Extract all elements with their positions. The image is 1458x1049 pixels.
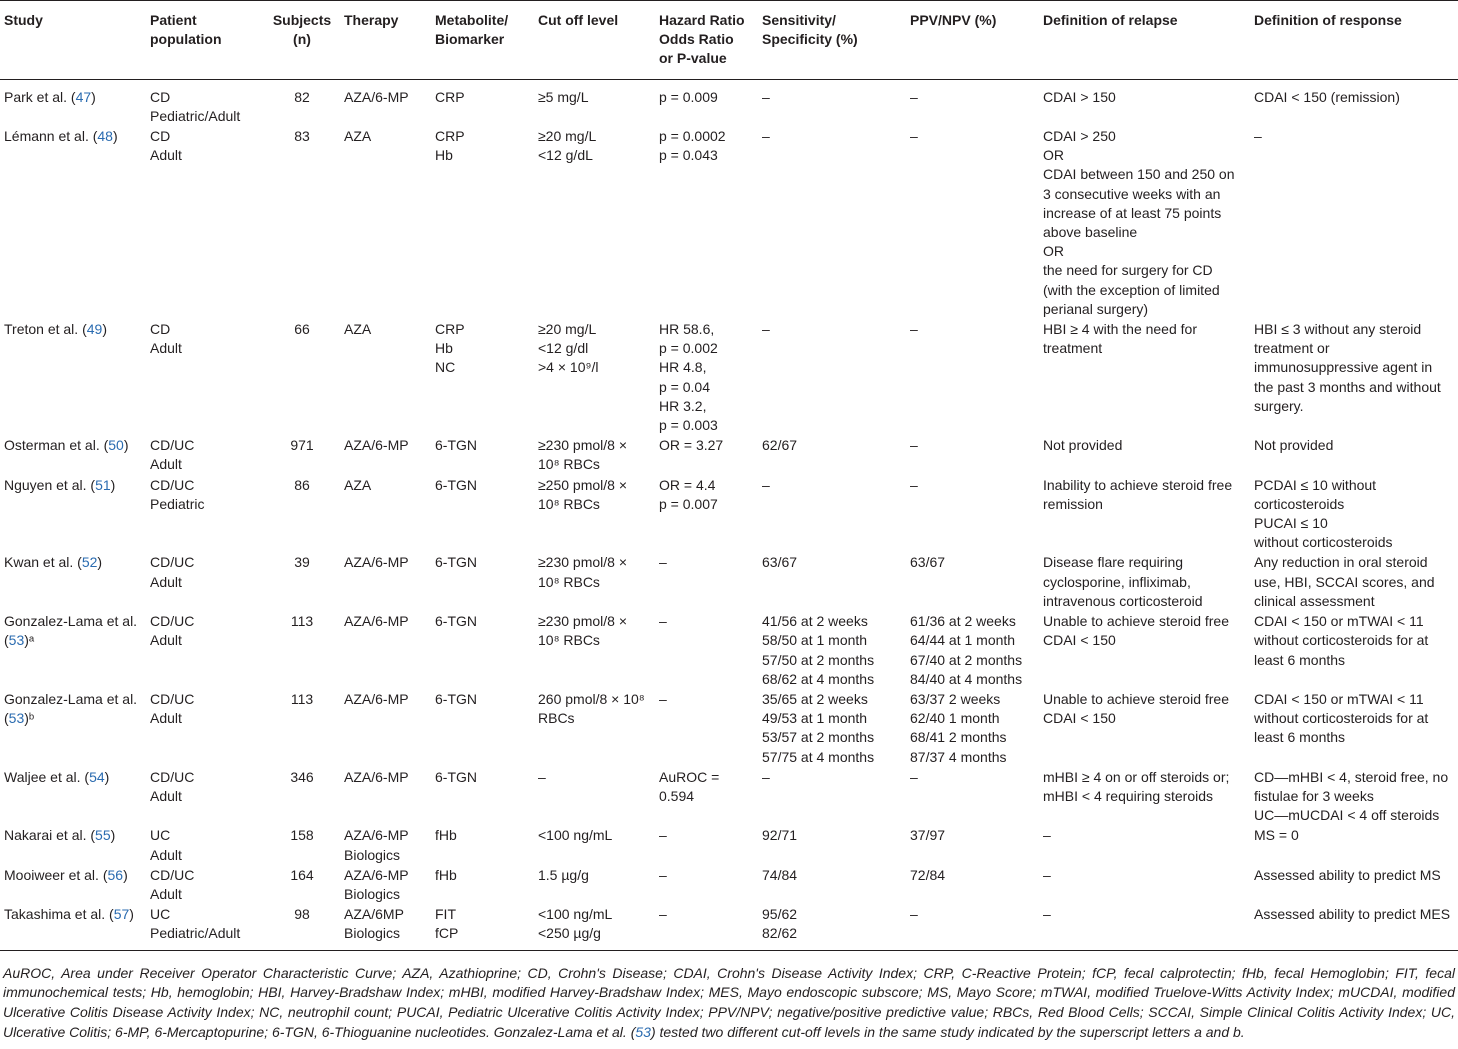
reference-link[interactable]: 53 xyxy=(8,632,25,649)
sensitivity-specificity-cell: 41/56 at 2 weeks 58/50 at 1 month 57/50 at 2 months 68/62 at 4 months xyxy=(762,613,875,687)
study-name: Osterman et al. ( xyxy=(4,437,109,454)
response-cell: – xyxy=(1254,128,1262,145)
ppv-npv-cell: 72/84 xyxy=(910,866,946,883)
subjects-cell: 971 xyxy=(290,437,314,454)
table-row xyxy=(0,865,1458,904)
biomarker-cell: fHb xyxy=(435,866,457,883)
relapse-cell: CDAI > 250 OR CDAI between 150 and 250 on 3 consecutive weeks with an increase of at least 75 points above baseline OR the need for surgery for CD (with the exception of limited perianal surgery) xyxy=(1043,128,1235,317)
biomarker-cell: 6-TGN xyxy=(435,613,477,630)
study-suffix: ) xyxy=(102,321,107,338)
relapse-cell: Not provided xyxy=(1043,437,1123,454)
population-cell: CD/UC Adult xyxy=(150,554,195,590)
table-row xyxy=(0,126,1458,319)
population-cell: CD/UC Adult xyxy=(150,690,195,727)
therapy-cell: AZA/6MP Biologics xyxy=(340,904,431,950)
therapy-cell: AZA/6-MP xyxy=(344,88,409,105)
study-suffix: ) xyxy=(110,476,116,493)
sensitivity-specificity-cell: – xyxy=(762,321,770,338)
column-header-sensitivity-specificity: Sensitivity/ Specificity (%) xyxy=(758,1,906,80)
relapse-cell: HBI ≥ 4 with the need for treatment xyxy=(1043,321,1197,357)
population-cell: CD/UC Pediatric xyxy=(150,476,205,512)
subjects-cell: 82 xyxy=(294,88,310,105)
therapy-cell: AZA/6-MP xyxy=(344,554,409,571)
subjects-cell: 113 xyxy=(290,613,314,630)
reference-link[interactable]: 53 xyxy=(8,710,25,727)
column-header-subjects: Subjects (n) xyxy=(264,1,340,80)
population-cell: CD Pediatric/Adult xyxy=(150,88,241,124)
statistic-cell: AuROC = 0.594 xyxy=(659,768,720,804)
study-cell xyxy=(0,865,146,904)
table-row xyxy=(0,475,1458,553)
sensitivity-specificity-cell: – xyxy=(762,768,770,785)
ppv-npv-cell: – xyxy=(910,321,918,338)
response-cell: Any reduction in oral steroid use, HBI, SCCAI scores, and clinical assessment xyxy=(1254,554,1435,609)
response-cell: MS = 0 xyxy=(1254,827,1299,844)
study-cell xyxy=(0,767,146,826)
therapy-cell: AZA xyxy=(344,476,372,493)
relapse-cell: – xyxy=(1039,904,1250,950)
study-name: Kwan et al. ( xyxy=(4,554,82,571)
column-header-relapse-definition: Definition of relapse xyxy=(1039,1,1250,80)
reference-link[interactable]: 49 xyxy=(86,321,103,338)
biomarker-cell: CRP xyxy=(435,88,465,105)
column-header-cutoff: Cut off level xyxy=(534,1,655,80)
study-cell xyxy=(0,552,146,611)
subjects-cell: 346 xyxy=(290,768,314,785)
sensitivity-specificity-cell: 74/84 xyxy=(762,866,798,883)
subjects-cell: 164 xyxy=(290,866,314,883)
study-name: Gonzalez-Lama et al. ( xyxy=(4,690,138,727)
therapy-cell: AZA/6-MP xyxy=(344,613,409,630)
cutoff-cell: 1.5 µg/g xyxy=(538,866,589,883)
study-name: Lémann et al. ( xyxy=(4,128,98,145)
relapse-cell: Unable to achieve steroid free CDAI < 150 xyxy=(1043,613,1229,649)
subjects-cell: 83 xyxy=(294,128,310,145)
cutoff-cell: 260 pmol/8 × 10⁸ RBCs xyxy=(538,690,645,727)
cutoff-cell: ≥5 mg/L xyxy=(538,88,589,105)
study-suffix: ) xyxy=(123,437,129,454)
population-cell: CD/UC Adult xyxy=(150,437,195,473)
reference-link[interactable]: 47 xyxy=(75,88,92,105)
table-row xyxy=(0,689,1458,767)
study-suffix: ) xyxy=(97,554,103,571)
response-cell: CD—mHBI < 4, steroid free, no fistulae for 3 weeks UC—mUCDAI < 4 off steroids xyxy=(1254,768,1449,824)
population-cell: CD/UC Adult xyxy=(150,866,195,902)
statistic-cell: – xyxy=(659,554,667,571)
response-cell: Not provided xyxy=(1254,437,1334,454)
study-name: Nguyen et al. ( xyxy=(4,476,96,493)
cutoff-cell: ≥20 mg/L <12 g/dL xyxy=(538,128,597,164)
sensitivity-specificity-cell: – xyxy=(762,88,770,105)
relapse-cell: Unable to achieve steroid free CDAI < 150 xyxy=(1043,690,1229,727)
table-footnote xyxy=(0,951,1458,1043)
reference-link[interactable]: 50 xyxy=(108,437,124,454)
study-suffix: ) xyxy=(91,88,96,105)
study-suffix: ) xyxy=(112,128,118,145)
statistic-cell: – xyxy=(659,690,667,707)
response-cell: CDAI < 150 (remission) xyxy=(1254,88,1400,105)
study-suffix: ) xyxy=(123,866,128,883)
subjects-cell: 158 xyxy=(290,827,314,844)
column-header-ppv-npv: PPV/NPV (%) xyxy=(906,1,1039,80)
biomarker-cell: CRP Hb NC xyxy=(435,321,465,376)
therapy-cell: AZA xyxy=(344,321,372,338)
study-name: Mooiweer et al. ( xyxy=(4,866,108,883)
statistic-cell: – xyxy=(655,904,758,950)
sensitivity-specificity-cell: 95/62 82/62 xyxy=(758,904,906,950)
response-cell: PCDAI ≤ 10 without corticosteroids PUCAI ≤ 10 without corticosteroids xyxy=(1254,476,1393,551)
cutoff-cell: ≥230 pmol/8 × 10⁸ RBCs xyxy=(538,613,628,649)
relapse-cell: mHBI ≥ 4 on or off steroids or; mHBI < 4 requiring steroids xyxy=(1043,768,1230,804)
ppv-npv-cell: – xyxy=(910,476,918,493)
sensitivity-specificity-cell: – xyxy=(762,476,770,493)
study-cell xyxy=(0,904,146,950)
subjects-cell: 39 xyxy=(294,554,310,571)
study-name: Waljee et al. ( xyxy=(4,768,90,785)
statistic-cell: – xyxy=(659,866,667,883)
biomarker-cell: 6-TGN xyxy=(435,437,477,454)
table-body xyxy=(0,79,1458,950)
cutoff-cell: ≥230 pmol/8 × 10⁸ RBCs xyxy=(538,554,628,590)
relapse-cell: Disease flare requiring cyclosporine, infliximab, intravenous corticosteroid xyxy=(1043,554,1203,609)
population-cell: UC Pediatric/Adult xyxy=(146,904,264,950)
study-cell xyxy=(0,435,146,474)
study-suffix: ) xyxy=(104,768,110,785)
cutoff-cell: <100 ng/mL <250 µg/g xyxy=(534,904,655,950)
study-cell xyxy=(0,611,146,689)
reference-link[interactable]: 55 xyxy=(95,827,111,844)
study-cell xyxy=(0,79,146,126)
reference-link[interactable]: 48 xyxy=(97,128,113,145)
study-suffix: ) xyxy=(110,827,116,844)
ppv-npv-cell: 63/67 xyxy=(910,554,946,571)
population-cell: CD/UC Adult xyxy=(150,768,195,804)
table-row xyxy=(0,552,1458,611)
reference-link[interactable]: 54 xyxy=(89,768,105,785)
population-cell: UC Adult xyxy=(150,827,182,863)
study-suffix: ) xyxy=(129,906,134,923)
table-row xyxy=(0,825,1458,864)
study-suffix: )ᵇ xyxy=(24,710,35,727)
sensitivity-specificity-cell: 62/67 xyxy=(762,437,798,454)
statistic-cell: OR = 3.27 xyxy=(659,437,724,454)
study-name: Nakarai et al. ( xyxy=(4,827,96,844)
statistic-cell: – xyxy=(659,827,667,844)
column-header-therapy: Therapy xyxy=(340,1,431,80)
population-cell: CD Adult xyxy=(150,321,182,357)
sensitivity-specificity-cell: 35/65 at 2 weeks 49/53 at 1 month 53/57 at 2 months 57/75 at 4 months xyxy=(762,690,875,765)
biomarker-cell: 6-TGN xyxy=(435,768,477,785)
column-header-biomarker: Metabolite/ Biomarker xyxy=(431,1,534,80)
relapse-cell: – xyxy=(1043,827,1051,844)
footnote-text: AuROC, Area under Receiver Operator Characteristic Curve; AZA, Azathioprine; CD, Crohn's Disease; CDAI, Crohn's Disease Activity Index; CRP, C-Reactive Protein; fCP, fecal calprotectin; fHb, fecal Hemoglobin; FIT, fecal immunochemical tests; Hb, hemoglobin; HBI, Harvey-Bradshaw Index; mHBI, modified Harvey-Bradshaw Index; MES, Mayo endoscopic subscore; MS, Mayo Score; mTWAI, modified Truelove-Witts Activity Index; mUCDAI, modified Ulcerative Colitis Disease Activity Index; NC, neutrophil count; PUCAI, Pediatric Ulcerative Colitis Activity Index; PPV/NPV; negative/positive predictive value; RBCs, Red Blood Cells; SCCAI, Simple Clinical Colitis Activity Index; UC, Ulcerative Colitis; 6-MP, 6-Mercaptopurine; 6-TGN, 6-Thioguanine nucleotides. Gonzalez-Lama et al. ( xyxy=(3,964,1455,1040)
biomarker-cell: fHb xyxy=(435,827,457,844)
response-cell: CDAI < 150 or mTWAI < 11 without corticosteroids for at least 6 months xyxy=(1254,690,1429,746)
sensitivity-specificity-cell: – xyxy=(762,128,770,145)
study-suffix: )ᵃ xyxy=(24,632,35,649)
subjects-cell: 98 xyxy=(264,904,340,950)
column-header-patient-population: Patient population xyxy=(146,1,264,80)
study-name: Treton et al. ( xyxy=(4,321,87,338)
reference-link[interactable]: 56 xyxy=(107,866,124,883)
ppv-npv-cell: – xyxy=(910,88,918,105)
table-row xyxy=(0,904,1458,950)
biomarker-cell: 6-TGN xyxy=(435,690,477,707)
biomarker-cell: CRP Hb xyxy=(435,128,465,164)
study-cell xyxy=(0,475,146,553)
therapy-cell: AZA/6-MP Biologics xyxy=(344,827,409,863)
cutoff-cell: ≥20 mg/L <12 g/dl >4 × 10⁹/l xyxy=(538,321,599,376)
subjects-cell: 86 xyxy=(294,476,310,493)
table-row xyxy=(0,79,1458,126)
column-header-study: Study xyxy=(0,1,146,80)
column-header-statistic: Hazard Ratio Odds Ratio or P-value xyxy=(655,1,758,80)
relapse-cell: – xyxy=(1043,866,1051,883)
response-cell: Assessed ability to predict MS xyxy=(1254,866,1441,883)
header-row xyxy=(0,1,1458,80)
ppv-npv-cell: 61/36 at 2 weeks 64/44 at 1 month 67/40 at 2 months 84/40 at 4 months xyxy=(910,613,1023,687)
ppv-npv-cell: – xyxy=(910,437,918,454)
reference-link[interactable]: 52 xyxy=(81,554,98,571)
response-cell: HBI ≤ 3 without any steroid treatment or immunosuppressive agent in the past 3 months and without surgery. xyxy=(1254,321,1441,414)
statistic-cell: – xyxy=(659,613,667,630)
ppv-npv-cell: 37/97 xyxy=(910,827,946,844)
footnote-text-end: ) tested two different cut-off levels in the same study indicated by the superscript letters a and b. xyxy=(650,1023,1245,1040)
population-cell: CD Adult xyxy=(150,128,182,164)
study-name: Gonzalez-Lama et al. ( xyxy=(4,613,138,649)
statistic-cell: p = 0.009 xyxy=(659,88,718,105)
study-name: Park et al. ( xyxy=(4,88,76,105)
table-row xyxy=(0,319,1458,435)
study-cell xyxy=(0,126,146,319)
cutoff-cell: ≥250 pmol/8 × 10⁸ RBCs xyxy=(538,476,628,512)
reference-link[interactable]: 51 xyxy=(95,476,111,493)
table-row xyxy=(0,435,1458,474)
biomarker-cell: FIT fCP xyxy=(431,904,534,950)
study-cell xyxy=(0,825,146,864)
cutoff-cell: ≥230 pmol/8 × 10⁸ RBCs xyxy=(538,437,628,473)
column-header-response-definition: Definition of response xyxy=(1250,1,1458,80)
therapy-cell: AZA/6-MP Biologics xyxy=(344,866,409,902)
table-row xyxy=(0,611,1458,689)
cutoff-cell: <100 ng/mL xyxy=(538,827,613,844)
ppv-npv-cell: – xyxy=(910,768,918,785)
sensitivity-specificity-cell: 92/71 xyxy=(762,827,798,844)
statistic-cell: HR 58.6, p = 0.002 HR 4.8, p = 0.04 HR 3.2, p = 0.003 xyxy=(659,321,718,434)
relapse-cell: CDAI > 150 xyxy=(1043,88,1116,105)
footnote-reference-link[interactable]: 53 xyxy=(635,1023,651,1040)
ppv-npv-cell: – xyxy=(906,904,1039,950)
table-row xyxy=(0,767,1458,826)
response-cell: Assessed ability to predict MES xyxy=(1250,904,1458,950)
therapy-cell: AZA/6-MP xyxy=(344,437,409,454)
ppv-npv-cell: – xyxy=(910,128,918,145)
study-name: Takashima et al. ( xyxy=(4,906,114,923)
therapy-cell: AZA/6-MP xyxy=(344,690,409,707)
subjects-cell: 113 xyxy=(290,690,314,707)
population-cell: CD/UC Adult xyxy=(150,613,195,649)
therapy-cell: AZA/6-MP xyxy=(344,768,409,785)
response-cell: CDAI < 150 or mTWAI < 11 without corticosteroids for at least 6 months xyxy=(1254,613,1429,668)
table-header xyxy=(0,1,1458,80)
study-cell xyxy=(0,319,146,435)
relapse-cell: Inability to achieve steroid free remission xyxy=(1043,476,1233,512)
sensitivity-specificity-cell: 63/67 xyxy=(762,554,798,571)
statistic-cell: OR = 4.4 p = 0.007 xyxy=(659,476,718,512)
biomarker-cell: 6-TGN xyxy=(435,554,477,571)
statistic-cell: p = 0.0002 p = 0.043 xyxy=(659,128,726,164)
reference-link[interactable]: 57 xyxy=(113,906,130,923)
therapy-cell: AZA xyxy=(344,128,372,145)
study-cell xyxy=(0,689,146,767)
ppv-npv-cell: 63/37 2 weeks 62/40 1 month 68/41 2 months 87/37 4 months xyxy=(910,690,1007,765)
cutoff-cell: – xyxy=(538,768,546,785)
subjects-cell: 66 xyxy=(294,321,310,338)
biomarker-cell: 6-TGN xyxy=(435,476,477,493)
